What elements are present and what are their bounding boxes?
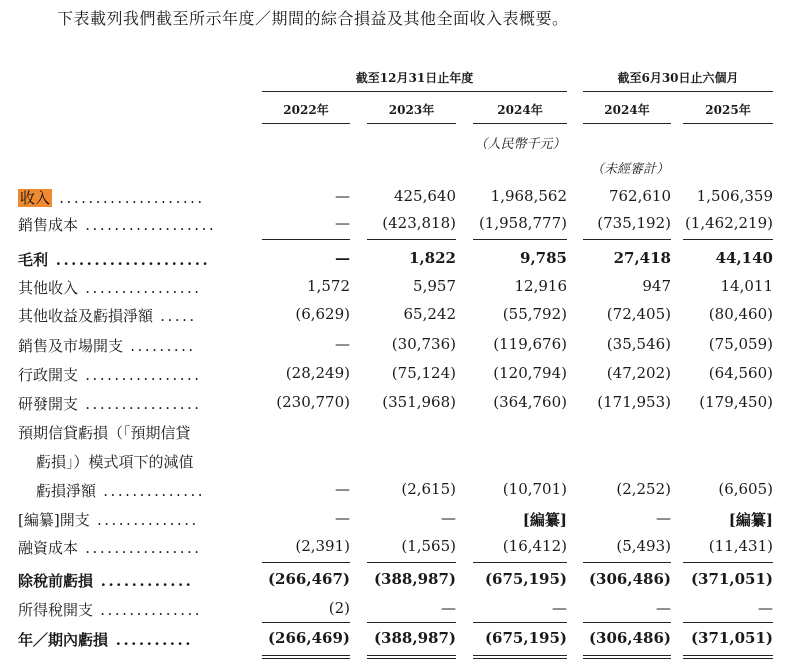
subtotal-rule [262,562,350,563]
cell: 44,140 [715,249,773,267]
cell: (28,249) [285,364,350,382]
cell: (47,202) [606,364,671,382]
cell: (371,051) [690,629,773,647]
col-rule [262,123,350,124]
col-header-2024-h1: 2024年 [604,103,650,117]
row-label-line: 虧損」）模式項下的減值 [36,453,194,471]
cell: — [335,509,350,527]
subtotal-rule [262,239,350,240]
cell: — [335,335,350,353]
subtotal-rule [367,239,456,240]
col-header-2022: 2022年 [283,103,329,117]
table-row-gross-profit [0,249,800,274]
cell: (6,605) [718,480,773,498]
header-year-group: 截至12月31日止年度 [355,71,474,85]
row-label: 其他收入 ................ [18,279,202,297]
cell: (75,124) [391,364,456,382]
cell: (119,676) [493,335,567,353]
cell: (75,059) [708,335,773,353]
cell: — [335,249,350,267]
cell: 9,785 [520,249,567,267]
cell: (16,412) [502,537,567,555]
total-rule [583,658,671,659]
table-row-ecl-line2 [0,451,800,476]
row-label: 銷售成本 .................. [18,216,217,234]
subtotal-rule [583,562,671,563]
header-rule-year [262,91,567,92]
table-row-loss-before-tax [0,570,800,595]
row-label: 融資成本 ................ [18,539,202,557]
cell: (64,560) [708,364,773,382]
cell: (371,051) [690,570,773,588]
col-rule [473,123,567,124]
subtotal-rule [367,562,456,563]
total-rule [473,658,567,659]
subtotal-rule [583,622,671,623]
table-row-admin-expenses [0,364,800,389]
cell: (1,958,777) [478,214,567,232]
cell: (675,195) [484,570,567,588]
cell: (10,701) [502,480,567,498]
cell: (171,953) [597,393,671,411]
cell: 1,968,562 [490,187,567,205]
cell: — [758,599,773,617]
cell: (423,818) [382,214,456,232]
cell: (230,770) [276,393,350,411]
row-label: 行政開支 ................ [18,366,202,384]
cell: — [335,187,350,205]
intro-text: 下表載列我們截至所示年度／期間的綜合損益及其他全面收入表概要。 [57,9,569,28]
cell: (179,450) [699,393,773,411]
total-rule [367,655,456,656]
cell: 5,957 [413,277,456,295]
cell: — [441,509,456,527]
col-header-2023: 2023年 [388,103,435,117]
row-label: 銷售及市場開支 ......... [18,337,196,355]
row-label-line: 預期信貸虧損（「預期信貸 [18,424,191,442]
cell: 762,610 [608,187,671,205]
col-rule [683,123,773,124]
cell: [編纂] [728,511,773,529]
subtotal-rule [473,562,567,563]
cell: — [656,599,671,617]
total-rule [367,658,456,659]
subtotal-rule [262,622,350,623]
row-label: 其他收益及虧損淨額 ..... [18,307,197,325]
cell: (388,987) [373,629,456,647]
table-row-other-gains-losses [0,305,800,330]
subtotal-rule [583,239,671,240]
cell: (2) [328,599,350,617]
subtotal-rule [473,622,567,623]
total-rule [262,655,350,656]
cell: — [441,599,456,617]
row-label: 虧損淨額 .............. [36,482,206,500]
highlighted-label: 收入 [20,189,51,207]
cell: (5,493) [616,537,671,555]
table-row-ecl-impairment [0,480,800,505]
cell: (35,546) [606,335,671,353]
cell: 1,822 [409,249,456,267]
cell: 14,011 [720,277,773,295]
subtotal-rule [367,622,456,623]
cell: (306,486) [588,570,671,588]
cell: (2,252) [616,480,671,498]
cell: — [656,509,671,527]
row-label: 收入 .................... [20,189,205,207]
total-rule [473,655,567,656]
cell: (2,391) [295,537,350,555]
table-row-revenue [0,187,800,212]
cell: (80,460) [708,305,773,323]
header-half-group: 截至6月30日止六個月 [617,71,739,85]
cell: (55,792) [502,305,567,323]
col-rule [583,123,671,124]
col-header-2025-h1: 2025年 [705,103,751,117]
cell: (120,794) [493,364,567,382]
row-label: 毛利 .................... [18,251,211,269]
total-rule [262,658,350,659]
col-rule [367,123,456,124]
header-rule-half [583,91,773,92]
cell: [編纂] [522,511,567,529]
table-row-listing-expenses [0,509,800,534]
total-rule [683,655,773,656]
cell: (30,736) [391,335,456,353]
cell: 947 [642,277,671,295]
subtotal-rule [473,239,567,240]
table-row-other-income [0,277,800,302]
cell: 65,242 [403,305,456,323]
table-row-ecl-line1 [0,422,800,447]
table-row-selling-expenses [0,335,800,360]
cell: 1,572 [307,277,350,295]
cell: (72,405) [606,305,671,323]
unit-note: （人民幣千元） [474,137,566,152]
cell: (2,615) [401,480,456,498]
row-label: 除稅前虧損 ............ [18,572,194,590]
cell: (11,431) [708,537,773,555]
table-row-income-tax [0,599,800,624]
cell: (266,467) [267,570,350,588]
total-rule [683,658,773,659]
cell: 1,506,359 [696,187,773,205]
row-label: 年／期內虧損 .......... [18,631,193,649]
cell: 12,916 [514,277,567,295]
cell: (364,760) [493,393,567,411]
cell: (388,987) [373,570,456,588]
cell: 27,418 [613,249,671,267]
row-label: [編纂]開支 .............. [18,511,199,529]
row-label: 所得稅開支 .............. [18,601,203,619]
table-row-loss-for-period [0,629,800,654]
cell: — [335,214,350,232]
cell: (266,469) [267,629,350,647]
cell: — [335,480,350,498]
cell: (735,192) [597,214,671,232]
col-header-2024: 2024年 [497,103,543,117]
unaudited-note: （未經審計） [590,162,669,177]
subtotal-rule [683,562,773,563]
row-label: 研發開支 ................ [18,395,202,413]
cell: (306,486) [588,629,671,647]
cell: (351,968) [382,393,456,411]
cell: (6,629) [295,305,350,323]
subtotal-rule [683,239,773,240]
cell: (1,565) [401,537,456,555]
table-row-finance-costs [0,537,800,562]
total-rule [583,655,671,656]
cell: (675,195) [484,629,567,647]
table-row-rd-expenses [0,393,800,418]
cell: 425,640 [393,187,456,205]
subtotal-rule [683,622,773,623]
cell: — [552,599,567,617]
cell: (1,462,219) [684,214,773,232]
table-row-cost-of-sales [0,214,800,239]
